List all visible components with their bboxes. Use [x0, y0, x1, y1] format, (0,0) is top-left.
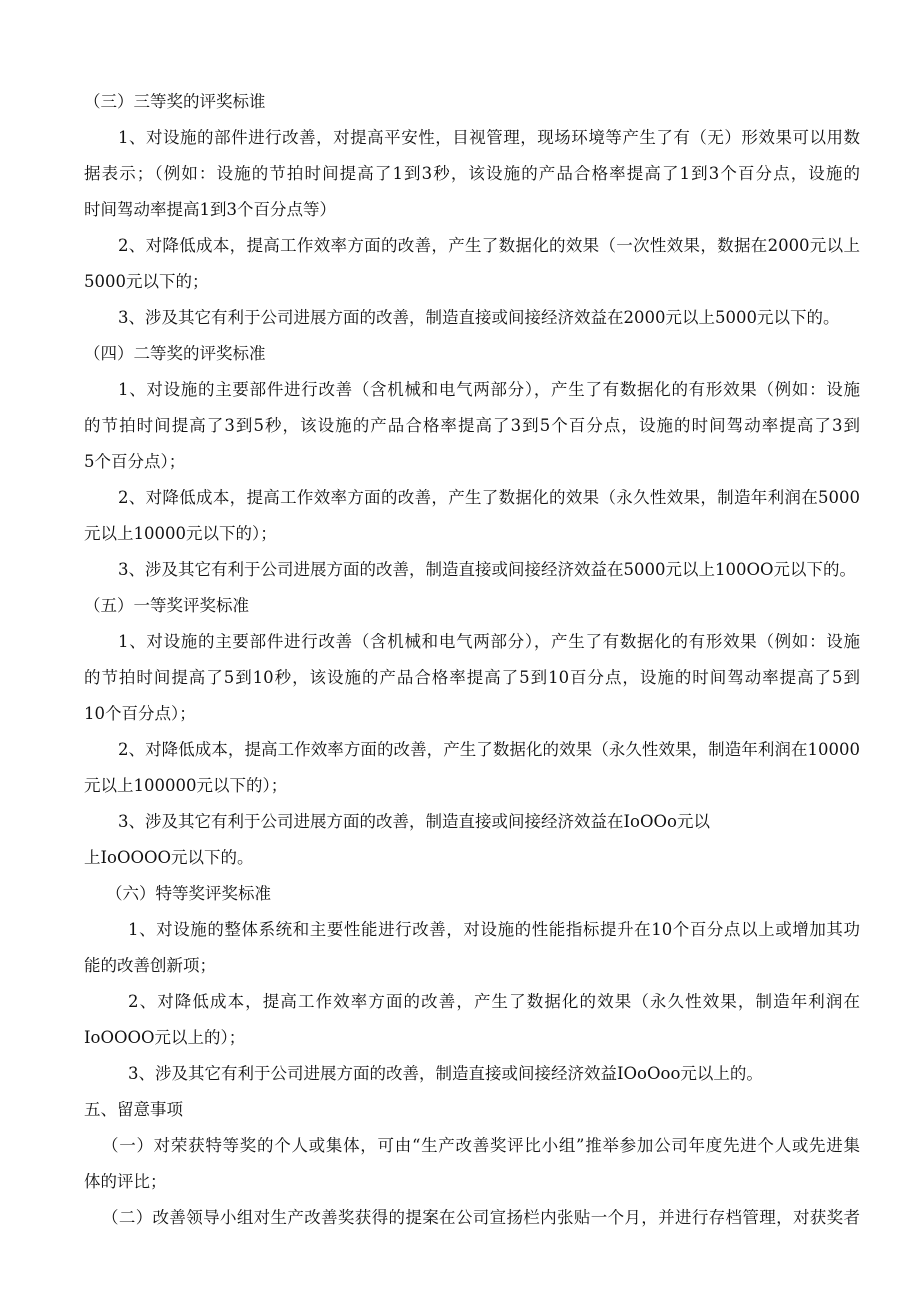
- paragraph-line: 2、对降低成本，提高工作效率方面的改善，产生了数据化的效果（永久性效果，制造年利润在5000: [118, 488, 860, 507]
- section-heading-second-prize: （四）二等奖的评奖标准: [84, 344, 266, 363]
- paragraph-line: 元以上10000元以下的）；: [84, 524, 277, 543]
- paragraph-line: 1、对设施的整体系统和主要性能进行改善，对设施的性能指标提升在10个百分点以上或增加其功: [128, 920, 860, 939]
- paragraph-line: 3、涉及其它有利于公司进展方面的改善，制造直接或间接经济效益在5000元以上100OO元以下的。: [118, 560, 857, 579]
- paragraph-line: 元以上100000元以下的）；: [84, 776, 288, 795]
- paragraph-line: 2、对降低成本，提高工作效率方面的改善，产生了数据化的效果（一次性效果，数据在2000元以上: [118, 236, 860, 255]
- paragraph-line: 1、对设施的主要部件进行改善（含机械和电气两部分），产生了有数据化的有形效果（例如：设施: [118, 380, 860, 399]
- paragraph-line: （二）改善领导小组对生产改善奖获得的提案在公司宣扬栏内张贴一个月，并进行存档管理，对获奖者: [102, 1208, 860, 1227]
- paragraph-line: 3、涉及其它有利于公司进展方面的改善，制造直接或间接经济效益在IoOOo元以: [118, 812, 710, 831]
- paragraph-line: 2、对降低成本，提高工作效率方面的改善，产生了数据化的效果（永久性效果，制造年利润在: [128, 992, 860, 1011]
- section-heading-special-prize: （六）特等奖评奖标准: [106, 884, 271, 903]
- paragraph-line: 上IoOOOO元以下的。: [84, 848, 254, 867]
- paragraph-line: （一）对荣获特等奖的个人或集体，可由“生产改善奖评比小组”推举参加公司年度先进个人或先进集: [102, 1136, 860, 1155]
- paragraph-line: 5个百分点）；: [84, 452, 186, 471]
- paragraph-line: 的节拍时间提高了5到10秒，该设施的产品合格率提高了5到10百分点，设施的时间驾动率提高了5到: [84, 668, 860, 687]
- paragraph-line: 2、对降低成本，提高工作效率方面的改善，产生了数据化的效果（永久性效果，制造年利润在10000: [118, 740, 860, 759]
- section-heading-third-prize: （三）三等奖的评奖标谁: [84, 92, 266, 111]
- section-heading-first-prize: （五）一等奖评奖标准: [84, 596, 249, 615]
- paragraph-line: 10个百分点）；: [84, 704, 196, 723]
- paragraph-line: 能的改善创新项；: [84, 956, 216, 975]
- paragraph-line: 体的评比；: [84, 1172, 167, 1191]
- paragraph-line: 5000元以下的；: [84, 272, 209, 291]
- paragraph-line: 的节拍时间提高了3到5秒，该设施的产品合格率提高了3到5个百分点，设施的时间驾动率提高了3到: [84, 416, 860, 435]
- paragraph-line: 3、涉及其它有利于公司进展方面的改善，制造直接或间接经济效益IOoOoo元以上的。: [128, 1064, 763, 1083]
- paragraph-line: 1、对设施的主要部件进行改善（含机械和电气两部分），产生了有数据化的有形效果（例如：设施: [118, 632, 860, 651]
- section-heading-notes: 五、留意事项: [84, 1100, 183, 1119]
- paragraph-line: IoOOOO元以上的）；: [84, 1028, 246, 1047]
- paragraph-line: 1、对设施的部件进行改善，对提高平安性，目视管理，现场环境等产生了有（无）形效果可以用数: [118, 128, 860, 147]
- paragraph-line: 时间驾动率提高1到3个百分点等）: [84, 200, 336, 219]
- paragraph-line: 3、涉及其它有利于公司进展方面的改善，制造直接或间接经济效益在2000元以上5000元以下的。: [118, 308, 840, 327]
- paragraph-line: 据表示；（例如：设施的节拍时间提高了1到3秒，该设施的产品合格率提高了1到3个百分点，设施的: [84, 164, 860, 183]
